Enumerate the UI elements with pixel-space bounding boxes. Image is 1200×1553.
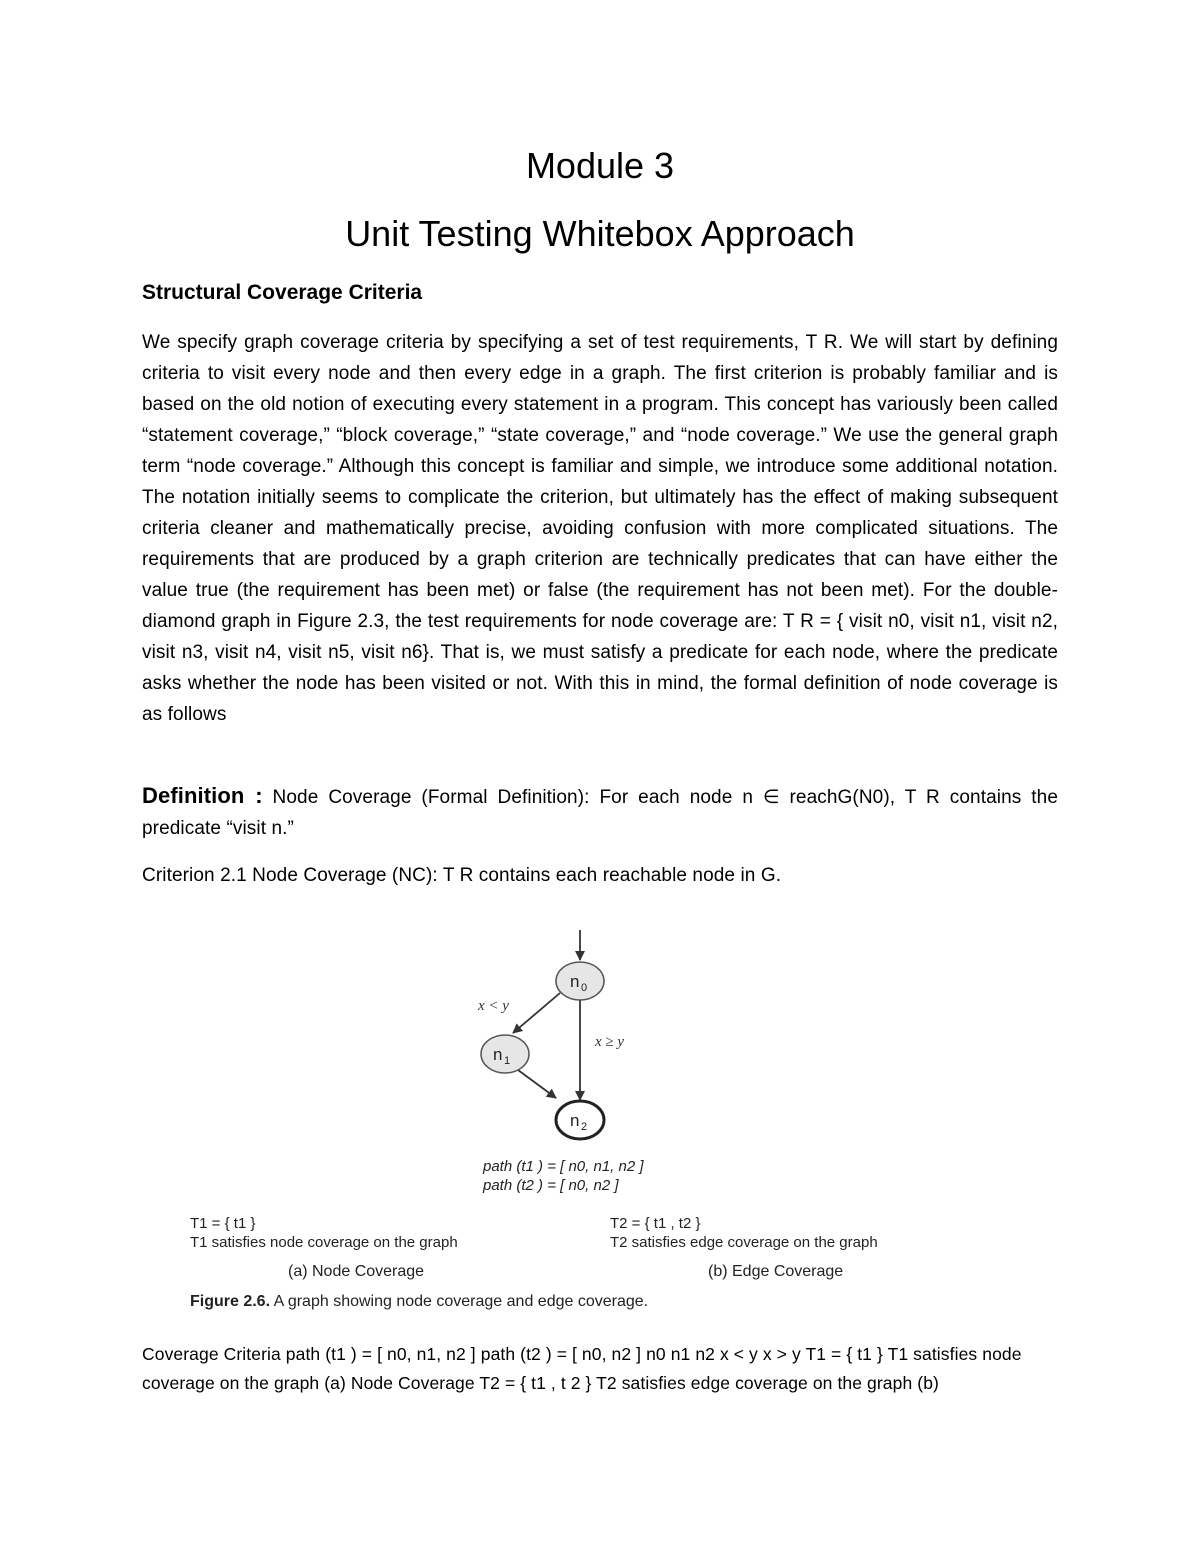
node-n1 xyxy=(481,1035,529,1073)
t2-satisfies: T2 satisfies edge coverage on the graph xyxy=(610,1234,878,1251)
coverage-figure xyxy=(180,920,1040,1320)
criterion-paragraph: Criterion 2.1 Node Coverage (NC): T R contains each reachable node in G. xyxy=(142,865,782,886)
node-n2 xyxy=(556,1101,604,1139)
unit-title: Unit Testing Whitebox Approach xyxy=(345,213,855,254)
edge-label-left: x < y xyxy=(478,998,509,1014)
t1-set: T1 = { t1 } xyxy=(190,1215,256,1232)
node-n1-label: n xyxy=(493,1045,503,1064)
caption-edge-coverage: (b) Edge Coverage xyxy=(708,1263,844,1280)
caption-node-coverage: (a) Node Coverage xyxy=(288,1263,425,1280)
definition-text: Node Coverage (Formal Definition): For each node n ∈ reachG(N0), T R contains the predicate “visit n.” xyxy=(142,787,1058,839)
path-t2: path (t2 ) = [ n0, n2 ] xyxy=(483,1177,619,1194)
module-title: Module 3 xyxy=(525,145,675,186)
edge-n1-n2 xyxy=(518,1070,556,1098)
node-n2-label: n xyxy=(570,1111,580,1130)
definition-paragraph xyxy=(142,780,1058,844)
node-n0-subscript: 0 xyxy=(581,982,588,994)
t2-set: T2 = { t1 , t2 } xyxy=(610,1215,701,1232)
figure-caption xyxy=(190,1293,648,1310)
node-n2-subscript: 2 xyxy=(581,1121,588,1133)
path-t1: path (t1 ) = [ n0, n1, n2 ] xyxy=(483,1158,644,1175)
t1-satisfies: T1 satisfies node coverage on the graph xyxy=(190,1234,458,1251)
section-heading: Structural Coverage Criteria xyxy=(142,281,423,304)
tail-paragraph: Coverage Criteria path (t1 ) = [ n0, n1, n2 ] path (t2 ) = [ n0, n2 ] n0 n1 n2 x < y x > y T1 = { t1 } T1 satisfies node coverage on the graph (a) Node Coverage T2 = { t1 , t 2 } T2 satisfies edge coverage on the graph (b) xyxy=(142,1344,1022,1393)
edge-label-right: x ≥ y xyxy=(595,1034,625,1050)
node-n0 xyxy=(556,962,604,1000)
edge-n0-n1 xyxy=(513,993,560,1033)
figure-number: Figure 2.6. xyxy=(190,1293,271,1310)
graph-diagram xyxy=(180,920,1040,1320)
intro-paragraph: We specify graph coverage criteria by specifying a set of test requirements, T R. We will start by defining criteria to visit every node and then every edge in a graph. The first criterion is probably familiar and is based on the old notion of executing every statement in a program. This concept has variously been called “statement coverage,” “block coverage,” “state coverage,” and “node coverage.” We use the general graph term “node coverage.” Although this concept is familiar and simple, we introduce some additional notation. The notation initially seems to complicate the criterion, but ultimately has the effect of making subsequent criteria cleaner and mathematically precise, avoiding confusion with more complicated situations. The requirements that are produced by a graph criterion are technically predicates that can have either the value true (the requirement has been met) or false (the requirement has not been met). For the double-diamond graph in Figure 2.3, the test requirements for node coverage are: T R = { visit n0, visit n1, visit n2, visit n3, visit n4, visit n5, visit n6}. That is, we must satisfy a predicate for each node, where the predicate asks whether the node has been visited or not. With this in mind, the formal definition of node coverage is as follows xyxy=(142,332,1058,725)
node-n0-label: n xyxy=(570,972,580,991)
figure-caption-text: A graph showing node coverage and edge coverage. xyxy=(270,1293,649,1310)
node-n1-subscript: 1 xyxy=(504,1055,511,1067)
definition-label: Definition : xyxy=(142,783,263,808)
